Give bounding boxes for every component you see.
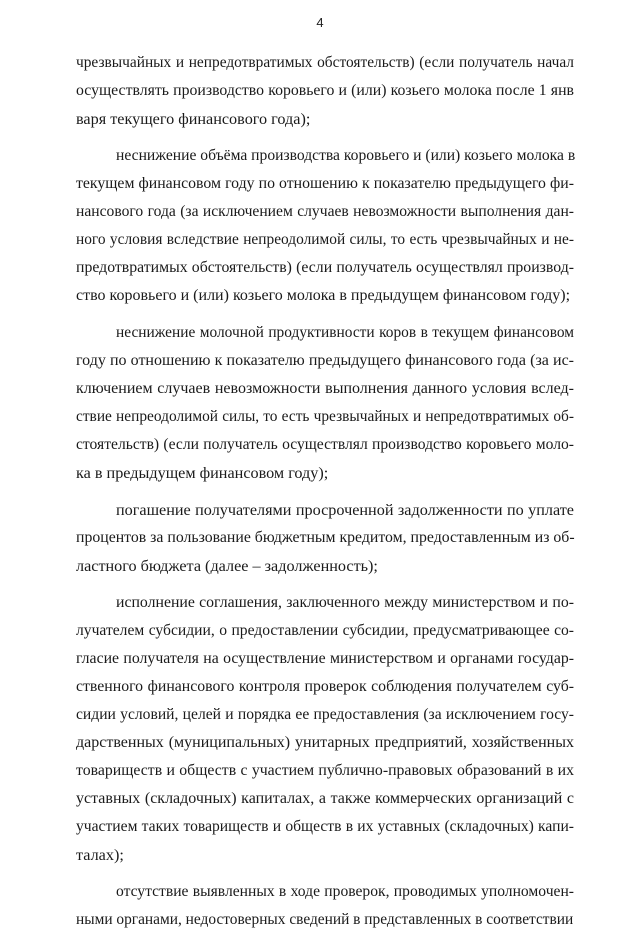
- text-line: гласие получателя на осуществление министерством и органами государ-: [76, 650, 574, 667]
- paragraph: [76, 496, 574, 580]
- text-line: товариществ и обществ с участием публично-правовых образований в их: [76, 762, 574, 779]
- paragraph: [76, 878, 574, 934]
- text-line: процентов за пользование бюджетным кредитом, предоставленным из об-: [76, 529, 575, 546]
- text-line: ластного бюджета (далее – задолженность);: [76, 557, 378, 575]
- paragraph-gap: [76, 487, 574, 496]
- paragraph-gap: [76, 310, 574, 319]
- text-line: варя текущего финансового года);: [76, 110, 311, 128]
- text-line: стоятельств) (если получатель осуществлял производство коровьего моло-: [76, 436, 574, 453]
- paragraph: [76, 49, 574, 133]
- text-line: текущем финансовом году по отношению к показателю предыдущего фи-: [76, 175, 574, 192]
- text-line: ными органами, недостоверных сведений в представленных в соответствии: [76, 911, 574, 928]
- text-line: исполнение соглашения, заключенного между министерством и по-: [116, 594, 574, 611]
- text-line: ство коровьего и (или) козьего молока в предыдущем финансовом году);: [76, 287, 571, 304]
- paragraph-gap: [76, 133, 574, 142]
- paragraph: [76, 589, 574, 869]
- text-line: погашение получателями просроченной задолженности по уплате: [116, 501, 574, 519]
- text-line: нансового года (за исключением случаев невозможности выполнения дан-: [76, 203, 574, 220]
- document-body: [76, 49, 574, 934]
- text-line: ствие непреодолимой силы, то есть чрезвычайных и непредотвратимых об-: [76, 408, 574, 425]
- paragraph-gap: [76, 869, 574, 878]
- text-line: неснижение молочной продуктивности коров в текущем финансовом: [116, 324, 574, 341]
- text-line: дарственных (муниципальных) унитарных предприятий, хозяйственных: [76, 734, 574, 751]
- text-line: предотвратимых обстоятельств) (если получатель осуществлял производ-: [76, 259, 574, 276]
- text-line: году по отношению к показателю предыдущего финансового года (за ис-: [76, 352, 574, 369]
- paragraph: [76, 142, 574, 310]
- text-line: осуществлять производство коровьего и (или) козьего молока после 1 янв: [76, 82, 574, 99]
- text-line: отсутствие выявленных в ходе проверок, проводимых уполномочен-: [116, 883, 574, 900]
- text-line: сидии условий, целей и порядка ее предоставления (за исключением госу-: [76, 706, 574, 723]
- paragraph: [76, 319, 574, 487]
- text-line: ключением случаев невозможности выполнения данного условия вслед-: [76, 380, 574, 397]
- text-line: чрезвычайных и непредотвратимых обстоятельств) (если получатель начал: [76, 54, 574, 71]
- text-line: уставных (складочных) капиталах, а также коммерческих организаций с: [76, 790, 574, 807]
- text-line: ка в предыдущем финансовом году);: [76, 464, 329, 482]
- text-line: лучателем субсидии, о предоставлении субсидии, предусматривающее со-: [76, 622, 574, 639]
- text-line: участием таких товариществ и обществ в их уставных (складочных) капи-: [76, 818, 574, 835]
- text-line: неснижение объёма производства коровьего и (или) козьего молока в: [116, 147, 576, 164]
- page-number: 4: [316, 15, 324, 30]
- paragraph-gap: [76, 580, 574, 589]
- text-line: талах);: [76, 846, 124, 864]
- text-line: ственного финансового контроля проверок соблюдения получателем суб-: [76, 678, 574, 695]
- text-line: ного условия вследствие непреодолимой силы, то есть чрезвычайных и не-: [76, 231, 574, 248]
